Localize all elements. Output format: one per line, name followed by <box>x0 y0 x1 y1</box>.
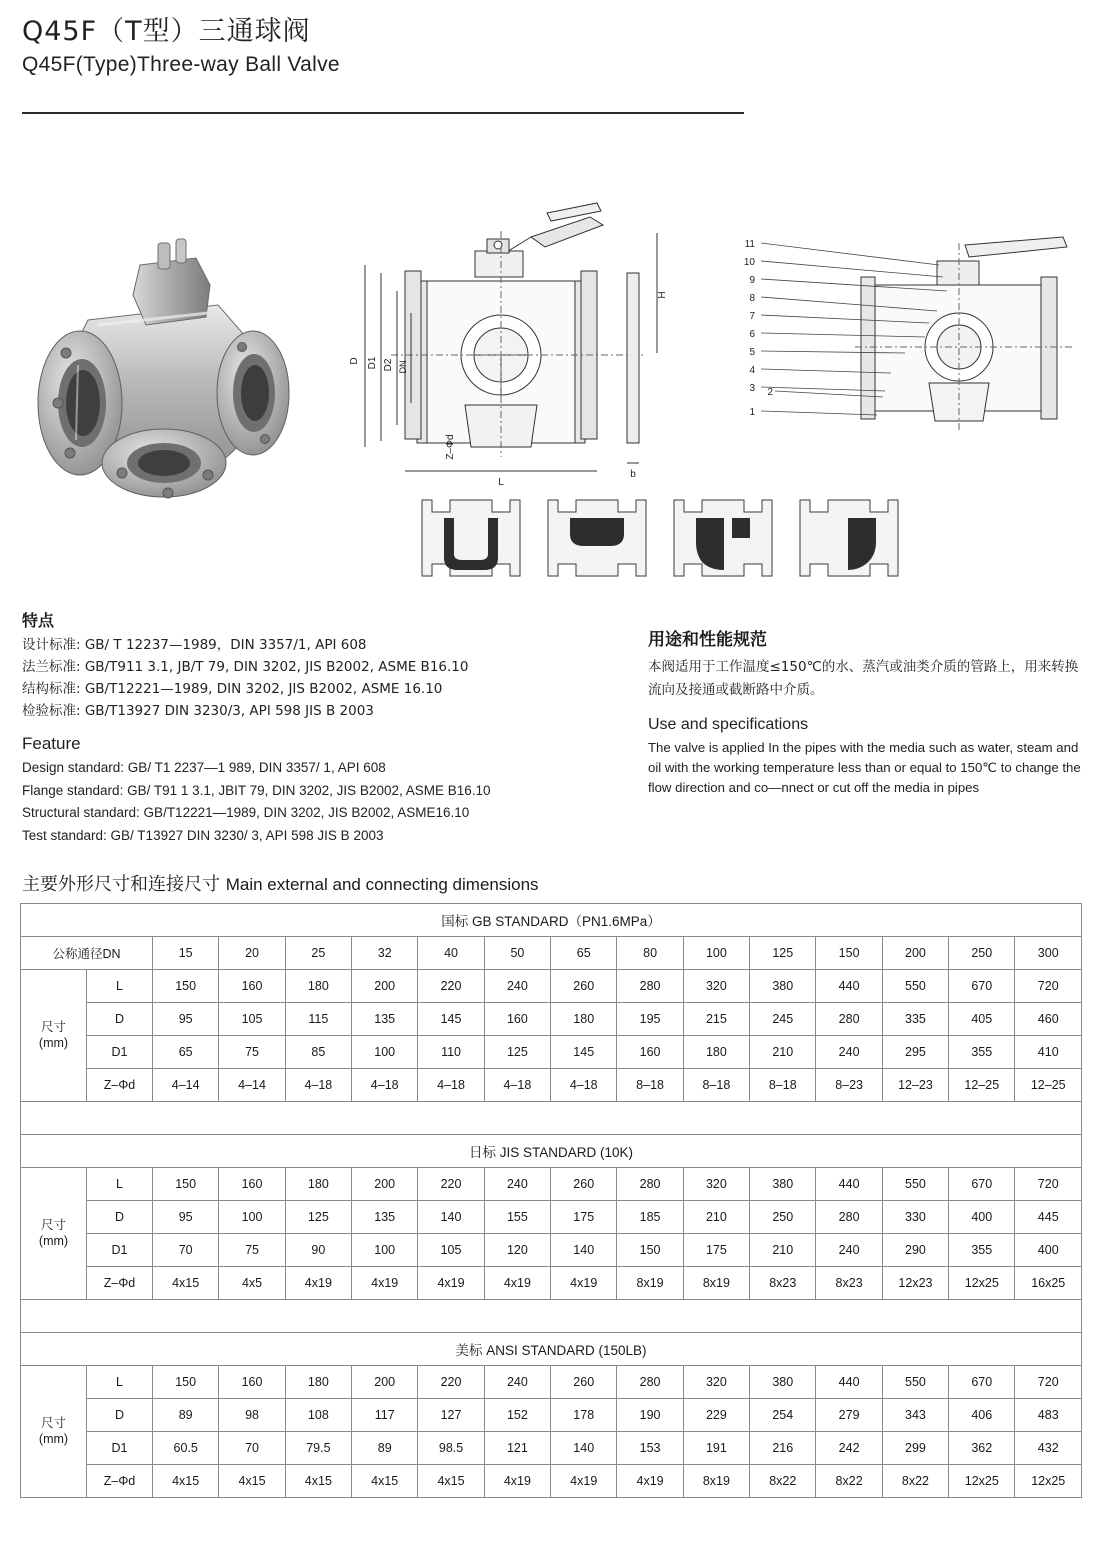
table-title-en: Main external and connecting dimensions <box>225 875 539 894</box>
svg-text:6: 6 <box>749 329 755 340</box>
dimensions-table <box>20 903 1082 1498</box>
data-cell: 178 <box>551 1399 617 1432</box>
data-cell: 95 <box>153 1201 219 1234</box>
data-cell: 140 <box>551 1432 617 1465</box>
data-cell: 150 <box>153 970 219 1003</box>
data-cell: 200 <box>352 1168 418 1201</box>
dn-value-cell: 80 <box>617 937 683 970</box>
data-cell: 195 <box>617 1003 683 1036</box>
svg-text:D: D <box>349 357 360 365</box>
page-title-cn: Q45F（T型）三通球阀 <box>22 16 311 47</box>
data-cell: 229 <box>683 1399 749 1432</box>
data-cell: 215 <box>683 1003 749 1036</box>
data-cell: 440 <box>816 1168 882 1201</box>
data-cell: 295 <box>882 1036 948 1069</box>
data-cell: 4x19 <box>617 1465 683 1498</box>
usage-heading-cn: 用途和性能规范 <box>648 630 767 650</box>
dn-value-cell: 32 <box>352 937 418 970</box>
data-cell: 460 <box>1015 1003 1082 1036</box>
data-cell: 8x19 <box>617 1267 683 1300</box>
data-cell: 320 <box>683 1168 749 1201</box>
data-cell: 155 <box>484 1201 550 1234</box>
data-cell: 400 <box>949 1201 1015 1234</box>
data-cell: 290 <box>882 1234 948 1267</box>
svg-text:10: 10 <box>743 257 755 268</box>
svg-text:D1: D1 <box>367 356 378 370</box>
data-cell: 8–18 <box>750 1069 816 1102</box>
data-cell: 100 <box>352 1234 418 1267</box>
data-cell: 135 <box>352 1003 418 1036</box>
feature-line-en-4: Test standard: GB/ T13927 DIN 3230/ 3, API 598 JIS B 2003 <box>22 827 384 843</box>
data-cell: 8x19 <box>683 1267 749 1300</box>
data-cell: 153 <box>617 1432 683 1465</box>
data-cell: 4x15 <box>153 1465 219 1498</box>
row-label-cell: D <box>87 1003 153 1036</box>
feature-heading-en: Feature <box>22 734 81 754</box>
data-cell: 180 <box>285 1366 351 1399</box>
data-cell: 127 <box>418 1399 484 1432</box>
data-cell: 16x25 <box>1015 1267 1082 1300</box>
usage-paragraph-cn: 本阀适用于工作温度≤150℃的水、蒸汽或油类介质的管路上，用来转换流向及接通或截断路中介质。 <box>648 659 1079 698</box>
data-cell: 550 <box>882 970 948 1003</box>
data-cell: 135 <box>352 1201 418 1234</box>
data-cell: 220 <box>418 970 484 1003</box>
table-row <box>21 1399 1082 1432</box>
data-cell: 4–14 <box>153 1069 219 1102</box>
svg-text:11: 11 <box>744 239 755 250</box>
data-cell: 12–25 <box>949 1069 1015 1102</box>
data-cell: 110 <box>418 1036 484 1069</box>
data-cell: 335 <box>882 1003 948 1036</box>
data-cell: 60.5 <box>153 1432 219 1465</box>
data-cell: 12–23 <box>882 1069 948 1102</box>
data-cell: 105 <box>418 1234 484 1267</box>
data-cell: 670 <box>949 1366 1015 1399</box>
data-cell: 242 <box>816 1432 882 1465</box>
data-cell: 180 <box>285 1168 351 1201</box>
data-cell: 4–18 <box>551 1069 617 1102</box>
data-cell: 12x25 <box>949 1465 1015 1498</box>
data-cell: 4x19 <box>352 1267 418 1300</box>
data-cell: 254 <box>750 1399 816 1432</box>
group-label-cell: 尺寸 (mm) <box>21 1168 87 1300</box>
dn-value-cell: 50 <box>484 937 550 970</box>
data-cell: 200 <box>352 1366 418 1399</box>
table-dn-row <box>21 937 1082 970</box>
title-divider <box>22 112 744 114</box>
data-cell: 175 <box>551 1201 617 1234</box>
spacer-cell <box>21 1300 1082 1333</box>
data-cell: 4–14 <box>219 1069 285 1102</box>
data-cell: 280 <box>816 1201 882 1234</box>
data-cell: 355 <box>949 1036 1015 1069</box>
data-cell: 240 <box>816 1234 882 1267</box>
table-row <box>21 1267 1082 1300</box>
svg-text:b: b <box>630 469 636 480</box>
data-cell: 12x25 <box>949 1267 1015 1300</box>
data-cell: 4–18 <box>285 1069 351 1102</box>
group-label-cell: 尺寸 (mm) <box>21 1366 87 1498</box>
dn-header-cell: 公称通径DN <box>21 937 153 970</box>
svg-text:H: H <box>657 291 668 299</box>
data-cell: 550 <box>882 1366 948 1399</box>
data-cell: 191 <box>683 1432 749 1465</box>
dn-value-cell: 125 <box>750 937 816 970</box>
data-cell: 280 <box>816 1003 882 1036</box>
data-cell: 12–25 <box>1015 1069 1082 1102</box>
dn-value-cell: 65 <box>551 937 617 970</box>
data-cell: 200 <box>352 970 418 1003</box>
data-cell: 250 <box>750 1201 816 1234</box>
data-cell: 240 <box>484 1168 550 1201</box>
feature-line-en-3: Structural standard: GB/T12221—1989, DIN 3202, JIS B2002, ASME16.10 <box>22 805 470 821</box>
data-cell: 8x22 <box>750 1465 816 1498</box>
data-cell: 75 <box>219 1036 285 1069</box>
section-title: 日标 JIS STANDARD (10K) <box>21 1135 1082 1168</box>
table-section-header <box>21 1135 1082 1168</box>
row-label-cell: D1 <box>87 1432 153 1465</box>
data-cell: 279 <box>816 1399 882 1432</box>
dn-value-cell: 15 <box>153 937 219 970</box>
data-cell: 4x19 <box>551 1267 617 1300</box>
data-cell: 405 <box>949 1003 1015 1036</box>
data-cell: 440 <box>816 970 882 1003</box>
data-cell: 105 <box>219 1003 285 1036</box>
data-cell: 550 <box>882 1168 948 1201</box>
data-cell: 4x15 <box>153 1267 219 1300</box>
feature-heading-cn: 特点 <box>22 611 55 630</box>
data-cell: 4–18 <box>484 1069 550 1102</box>
data-cell: 125 <box>285 1201 351 1234</box>
data-cell: 180 <box>683 1036 749 1069</box>
data-cell: 260 <box>551 970 617 1003</box>
data-cell: 432 <box>1015 1432 1082 1465</box>
data-cell: 4x19 <box>285 1267 351 1300</box>
row-label-cell: D1 <box>87 1036 153 1069</box>
svg-text:D2: D2 <box>383 358 394 372</box>
data-cell: 216 <box>750 1432 816 1465</box>
data-cell: 180 <box>551 1003 617 1036</box>
data-cell: 320 <box>683 970 749 1003</box>
table-row <box>21 1168 1082 1201</box>
data-cell: 95 <box>153 1003 219 1036</box>
data-cell: 380 <box>750 1168 816 1201</box>
table-section-header <box>21 904 1082 937</box>
feature-line-cn-4: 检验标准: GB/T13927 DIN 3230/3, API 598 JIS B 2003 <box>22 702 374 719</box>
data-cell: 720 <box>1015 1168 1082 1201</box>
data-cell: 185 <box>617 1201 683 1234</box>
data-cell: 180 <box>285 970 351 1003</box>
data-cell: 210 <box>683 1201 749 1234</box>
data-cell: 90 <box>285 1234 351 1267</box>
row-label-cell: D <box>87 1201 153 1234</box>
svg-text:9: 9 <box>749 275 755 286</box>
section-title: 美标 ANSI STANDARD (150LB) <box>21 1333 1082 1366</box>
data-cell: 8x23 <box>750 1267 816 1300</box>
data-cell: 4x15 <box>418 1465 484 1498</box>
data-cell: 145 <box>418 1003 484 1036</box>
data-cell: 8x22 <box>816 1465 882 1498</box>
data-cell: 4x5 <box>219 1267 285 1300</box>
table-section-header <box>21 1333 1082 1366</box>
data-cell: 115 <box>285 1003 351 1036</box>
data-cell: 4x15 <box>352 1465 418 1498</box>
data-cell: 400 <box>1015 1234 1082 1267</box>
table-section-spacer <box>21 1102 1082 1135</box>
data-cell: 100 <box>219 1201 285 1234</box>
data-cell: 100 <box>352 1036 418 1069</box>
data-cell: 8–18 <box>683 1069 749 1102</box>
table-row <box>21 1069 1082 1102</box>
table-row <box>21 1036 1082 1069</box>
svg-text:8: 8 <box>749 293 755 304</box>
table-title-cn: 主要外形尺寸和连接尺寸 <box>22 874 220 895</box>
data-cell: 79.5 <box>285 1432 351 1465</box>
data-cell: 240 <box>484 970 550 1003</box>
dn-value-cell: 200 <box>882 937 948 970</box>
usage-paragraph-en: The valve is applied In the pipes with the media such as water, steam and oil with the working temperature less than or equal to 150℃ to change the flow direction and co—nnect or cut off the media in pipes <box>648 739 1081 795</box>
svg-text:5: 5 <box>749 347 755 358</box>
data-cell: 260 <box>551 1366 617 1399</box>
data-cell: 330 <box>882 1201 948 1234</box>
data-cell: 380 <box>750 1366 816 1399</box>
data-cell: 362 <box>949 1432 1015 1465</box>
usage-block <box>648 625 1088 798</box>
data-cell: 85 <box>285 1036 351 1069</box>
data-cell: 210 <box>750 1036 816 1069</box>
data-cell: 12x23 <box>882 1267 948 1300</box>
data-cell: 670 <box>949 970 1015 1003</box>
dn-value-cell: 300 <box>1015 937 1082 970</box>
data-cell: 4x19 <box>484 1465 550 1498</box>
feature-line-cn-2: 法兰标准: GB/T911 3.1, JB/T 79, DIN 3202, JIS B2002, ASME B16.10 <box>22 658 469 675</box>
data-cell: 343 <box>882 1399 948 1432</box>
data-cell: 150 <box>153 1168 219 1201</box>
page-title-en: Q45F(Type)Three-way Ball Valve <box>22 53 340 77</box>
dn-value-cell: 25 <box>285 937 351 970</box>
data-cell: 280 <box>617 970 683 1003</box>
data-cell: 160 <box>617 1036 683 1069</box>
feature-line-en-2: Flange standard: GB/ T91 1 3.1, JBIT 79, DIN 3202, JIS B2002, ASME B16.10 <box>22 782 491 798</box>
svg-text:2: 2 <box>767 387 773 398</box>
svg-text:3: 3 <box>749 383 755 394</box>
data-cell: 210 <box>750 1234 816 1267</box>
data-cell: 70 <box>219 1432 285 1465</box>
data-cell: 8x22 <box>882 1465 948 1498</box>
data-cell: 89 <box>153 1399 219 1432</box>
section-title: 国标 GB STANDARD（PN1.6MPa） <box>21 904 1082 937</box>
data-cell: 70 <box>153 1234 219 1267</box>
table-row <box>21 1465 1082 1498</box>
data-cell: 108 <box>285 1399 351 1432</box>
valve-photo <box>18 225 328 525</box>
table-row <box>21 970 1082 1003</box>
data-cell: 75 <box>219 1234 285 1267</box>
data-cell: 220 <box>418 1366 484 1399</box>
group-label-cell: 尺寸 (mm) <box>21 970 87 1102</box>
row-label-cell: D1 <box>87 1234 153 1267</box>
table-row <box>21 1432 1082 1465</box>
data-cell: 160 <box>484 1003 550 1036</box>
table-row <box>21 1366 1082 1399</box>
data-cell: 410 <box>1015 1036 1082 1069</box>
data-cell: 89 <box>352 1432 418 1465</box>
dn-value-cell: 20 <box>219 937 285 970</box>
data-cell: 4x19 <box>418 1267 484 1300</box>
data-cell: 4x19 <box>484 1267 550 1300</box>
data-cell: 355 <box>949 1234 1015 1267</box>
data-cell: 98.5 <box>418 1432 484 1465</box>
data-cell: 4–18 <box>418 1069 484 1102</box>
data-cell: 8–18 <box>617 1069 683 1102</box>
data-cell: 260 <box>551 1168 617 1201</box>
data-cell: 145 <box>551 1036 617 1069</box>
data-cell: 4x15 <box>285 1465 351 1498</box>
data-cell: 720 <box>1015 1366 1082 1399</box>
data-cell: 280 <box>617 1366 683 1399</box>
data-cell: 98 <box>219 1399 285 1432</box>
data-cell: 245 <box>750 1003 816 1036</box>
data-cell: 406 <box>949 1399 1015 1432</box>
data-cell: 140 <box>418 1201 484 1234</box>
row-label-cell: Z–Φd <box>87 1069 153 1102</box>
svg-text:7: 7 <box>749 311 755 322</box>
data-cell: 160 <box>219 1168 285 1201</box>
feature-line-cn-3: 结构标准: GB/T12221—1989, DIN 3202, JIS B2002, ASME 16.10 <box>22 680 443 697</box>
data-cell: 720 <box>1015 970 1082 1003</box>
data-cell: 380 <box>750 970 816 1003</box>
row-label-cell: L <box>87 970 153 1003</box>
row-label-cell: Z–Φd <box>87 1267 153 1300</box>
data-cell: 670 <box>949 1168 1015 1201</box>
data-cell: 4x19 <box>551 1465 617 1498</box>
feature-line-en-1: Design standard: GB/ T1 2237—1 989, DIN 3357/ 1, API 608 <box>22 760 386 776</box>
data-cell: 483 <box>1015 1399 1082 1432</box>
data-cell: 150 <box>617 1234 683 1267</box>
table-row <box>21 1003 1082 1036</box>
table-title <box>22 870 539 896</box>
data-cell: 65 <box>153 1036 219 1069</box>
data-cell: 8x19 <box>683 1465 749 1498</box>
row-label-cell: Z–Φd <box>87 1465 153 1498</box>
data-cell: 280 <box>617 1168 683 1201</box>
spacer-cell <box>21 1102 1082 1135</box>
data-cell: 160 <box>219 970 285 1003</box>
data-cell: 4x15 <box>219 1465 285 1498</box>
data-cell: 140 <box>551 1234 617 1267</box>
data-cell: 12x25 <box>1015 1465 1082 1498</box>
figures-area <box>0 170 1102 600</box>
row-label-cell: L <box>87 1168 153 1201</box>
data-cell: 120 <box>484 1234 550 1267</box>
usage-heading-en: Use and specifications <box>648 715 809 733</box>
data-cell: 240 <box>816 1036 882 1069</box>
row-label-cell: L <box>87 1366 153 1399</box>
data-cell: 8–23 <box>816 1069 882 1102</box>
table-row <box>21 1234 1082 1267</box>
table-section-spacer <box>21 1300 1082 1333</box>
page-header <box>22 16 1082 79</box>
data-cell: 160 <box>219 1366 285 1399</box>
data-cell: 440 <box>816 1366 882 1399</box>
svg-text:Z–Φd: Z–Φd <box>445 434 456 460</box>
dn-value-cell: 100 <box>683 937 749 970</box>
svg-text:1: 1 <box>749 407 755 418</box>
feature-block <box>22 608 622 847</box>
dn-value-cell: 150 <box>816 937 882 970</box>
data-cell: 299 <box>882 1432 948 1465</box>
row-label-cell: D <box>87 1399 153 1432</box>
data-cell: 152 <box>484 1399 550 1432</box>
data-cell: 8x23 <box>816 1267 882 1300</box>
port-position-diagrams <box>410 490 910 590</box>
data-cell: 175 <box>683 1234 749 1267</box>
table-row <box>21 1201 1082 1234</box>
svg-text:4: 4 <box>749 365 755 376</box>
dn-value-cell: 40 <box>418 937 484 970</box>
data-cell: 125 <box>484 1036 550 1069</box>
data-cell: 190 <box>617 1399 683 1432</box>
svg-text:DN: DN <box>398 360 408 374</box>
data-cell: 240 <box>484 1366 550 1399</box>
data-cell: 117 <box>352 1399 418 1432</box>
svg-text:L: L <box>498 477 504 488</box>
feature-line-cn-1: 设计标准: GB/ T 12237—1989，DIN 3357/1, API 608 <box>22 637 367 653</box>
data-cell: 4–18 <box>352 1069 418 1102</box>
data-cell: 220 <box>418 1168 484 1201</box>
data-cell: 445 <box>1015 1201 1082 1234</box>
dn-value-cell: 250 <box>949 937 1015 970</box>
parts-callout-drawing <box>715 225 1090 465</box>
data-cell: 121 <box>484 1432 550 1465</box>
data-cell: 150 <box>153 1366 219 1399</box>
data-cell: 320 <box>683 1366 749 1399</box>
